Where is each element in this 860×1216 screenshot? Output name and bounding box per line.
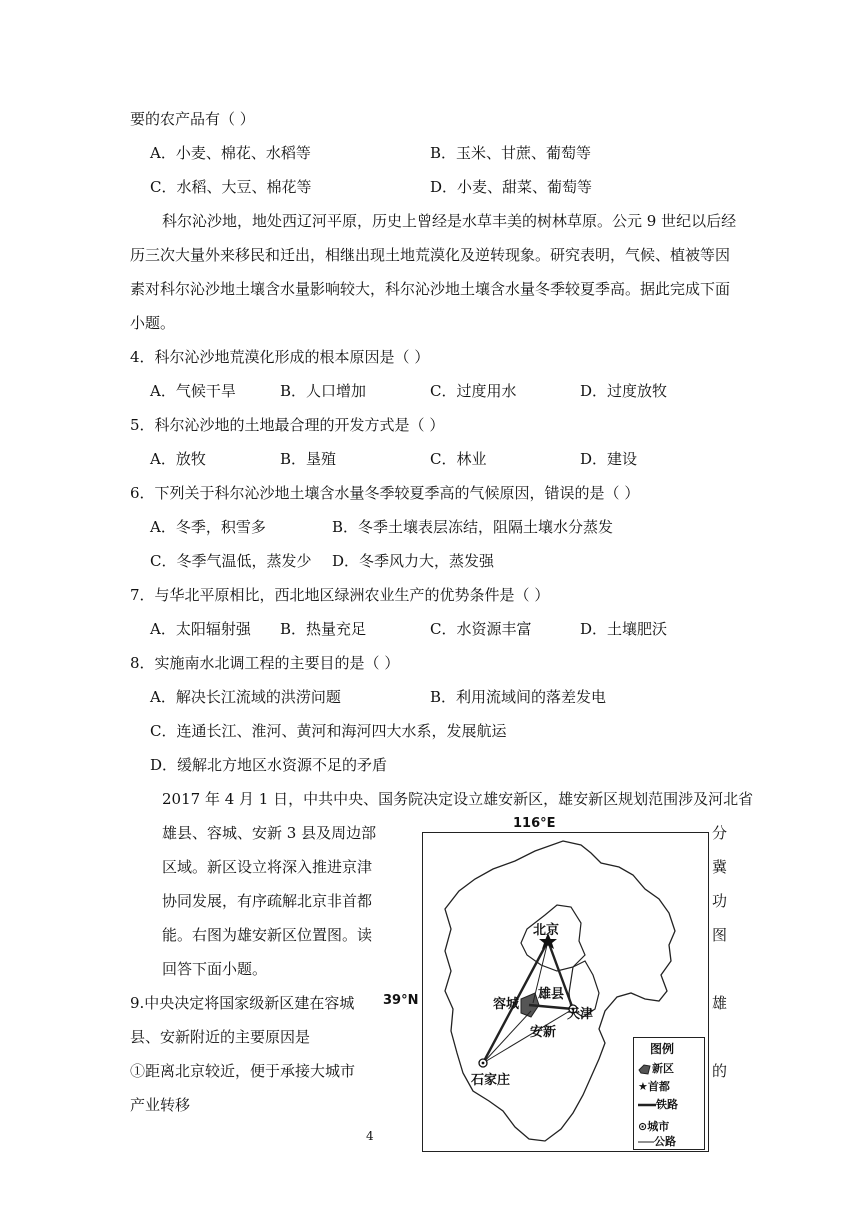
paragraph-line: 科尔沁沙地，地处西辽河平原，历史上曾经是水草丰美的树林草原。公元 9 世纪以后经 [162, 212, 737, 230]
option-c: C．水稻、大豆、棉花等 [150, 178, 312, 196]
option-a: A．太阳辐射强 [150, 620, 251, 638]
place-label-xiongxian: 雄县 [538, 987, 565, 1002]
option-b: B．热量充足 [280, 620, 367, 638]
new-area-swatch-icon [638, 1064, 652, 1075]
option-b: B．冬季土壤表层冻结，阻隔土壤水分蒸发 [332, 518, 614, 536]
place-label-beijing: 北京 [533, 923, 560, 938]
text-line: 要的农产品有（ ） [130, 110, 255, 128]
option-a: A．气候干旱 [150, 382, 236, 400]
option-a: A．冬季，积雪多 [150, 518, 266, 536]
paragraph-fragment: 功 [712, 892, 728, 910]
longitude-label: 116°E [513, 816, 556, 831]
place-label-anxin: 安新 [530, 1025, 557, 1040]
paragraph-fragment: 分 [712, 824, 728, 842]
option-a: A．放牧 [150, 450, 206, 468]
option-b: B．人口增加 [280, 382, 367, 400]
page-number: 4 [366, 1129, 374, 1143]
place-label-shijiazhuang: 石家庄 [471, 1073, 511, 1088]
legend-item-railway: 铁路 [638, 1096, 678, 1112]
option-d: D．建设 [580, 450, 638, 468]
statement-1-cont: 产业转移 [130, 1096, 191, 1114]
paragraph-line: 历三次大量外来移民和迁出，相继出现土地荒漠化及逆转现象。研究表明，气候、植被等因 [130, 246, 731, 264]
map-legend [633, 1037, 705, 1150]
question-9-line: 县、安新附近的主要原因是 [130, 1028, 311, 1046]
question-9: 9.中央决定将国家级新区建在容城 [130, 994, 355, 1012]
option-d: D．缓解北方地区水资源不足的矛盾 [150, 756, 388, 774]
paragraph-fragment: 雄 [712, 994, 728, 1012]
paragraph-fragment: 的 [712, 1062, 728, 1080]
paragraph-line: 能。右图为雄安新区位置图。读 [162, 926, 373, 944]
question-5: 5．科尔沁沙地的土地最合理的开发方式是（ ） [130, 416, 445, 434]
question-6: 6．下列关于科尔沁沙地土壤含水量冬季较夏季高的气候原因，错误的是（ ） [130, 484, 640, 502]
paragraph-line: 2017 年 4 月 1 日，中共中央、国务院决定设立雄安新区，雄安新区规划范围涉及河北省 [162, 790, 754, 808]
option-d: D．冬季风力大，蒸发强 [332, 552, 495, 570]
railway-swatch-icon [638, 1101, 656, 1109]
option-b: B．垦殖 [280, 450, 337, 468]
option-b: B．玉米、甘蔗、葡萄等 [430, 144, 592, 162]
legend-item-capital: ★首都 [638, 1080, 670, 1093]
paragraph-line: 雄县、容城、安新 3 县及周边部 [162, 824, 377, 842]
question-7: 7．与华北平原相比，西北地区绿洲农业生产的优势条件是（ ） [130, 586, 550, 604]
paragraph-line: 小题。 [130, 314, 176, 332]
star-icon: ★ [638, 1080, 648, 1093]
option-a: A．小麦、棉花、水稻等 [150, 144, 311, 162]
option-c: C．过度用水 [430, 382, 517, 400]
place-label-rongcheng: 容城 [493, 997, 520, 1012]
latitude-label: 39°N [383, 993, 419, 1008]
paragraph-fragment: 冀 [712, 858, 728, 876]
road-swatch-icon [638, 1138, 654, 1146]
paragraph-fragment: 图 [712, 926, 728, 944]
beijing-outline [521, 905, 585, 971]
option-c: C．水资源丰富 [430, 620, 532, 638]
option-c: C．冬季气温低，蒸发少 [150, 552, 312, 570]
legend-title: 图例 [650, 1042, 675, 1056]
paragraph-line: 协同发展，有序疏解北京非首都 [162, 892, 373, 910]
legend-item-new-area: 新区 [638, 1060, 674, 1076]
question-8: 8．实施南水北调工程的主要目的是（ ） [130, 654, 400, 672]
option-d: D．小麦、甜菜、葡萄等 [430, 178, 593, 196]
option-c: C．连通长江、淮河、黄河和海河四大水系，发展航运 [150, 722, 507, 740]
paragraph-line: 回答下面小题。 [162, 960, 268, 978]
option-c: C．林业 [430, 450, 487, 468]
city-marker-icon: ⊙ [638, 1120, 648, 1133]
legend-item-road: 公路 [638, 1133, 676, 1149]
paragraph-line: 区域。新区设立将深入推进京津 [162, 858, 373, 876]
option-d: D．土壤肥沃 [580, 620, 668, 638]
question-4: 4．科尔沁沙地荒漠化形成的根本原因是（ ） [130, 348, 430, 366]
option-b: B．利用流域间的落差发电 [430, 688, 607, 706]
place-label-tianjin: 天津 [567, 1007, 594, 1022]
paragraph-line: 素对科尔沁沙地土壤含水量影响较大，科尔沁沙地土壤含水量冬季较夏季高。据此完成下面 [130, 280, 731, 298]
legend-item-city: ⊙城市 [638, 1120, 670, 1133]
option-d: D．过度放牧 [580, 382, 668, 400]
option-a: A．解决长江流域的洪涝问题 [150, 688, 341, 706]
statement-1: ①距离北京较近，便于承接大城市 [130, 1062, 356, 1080]
